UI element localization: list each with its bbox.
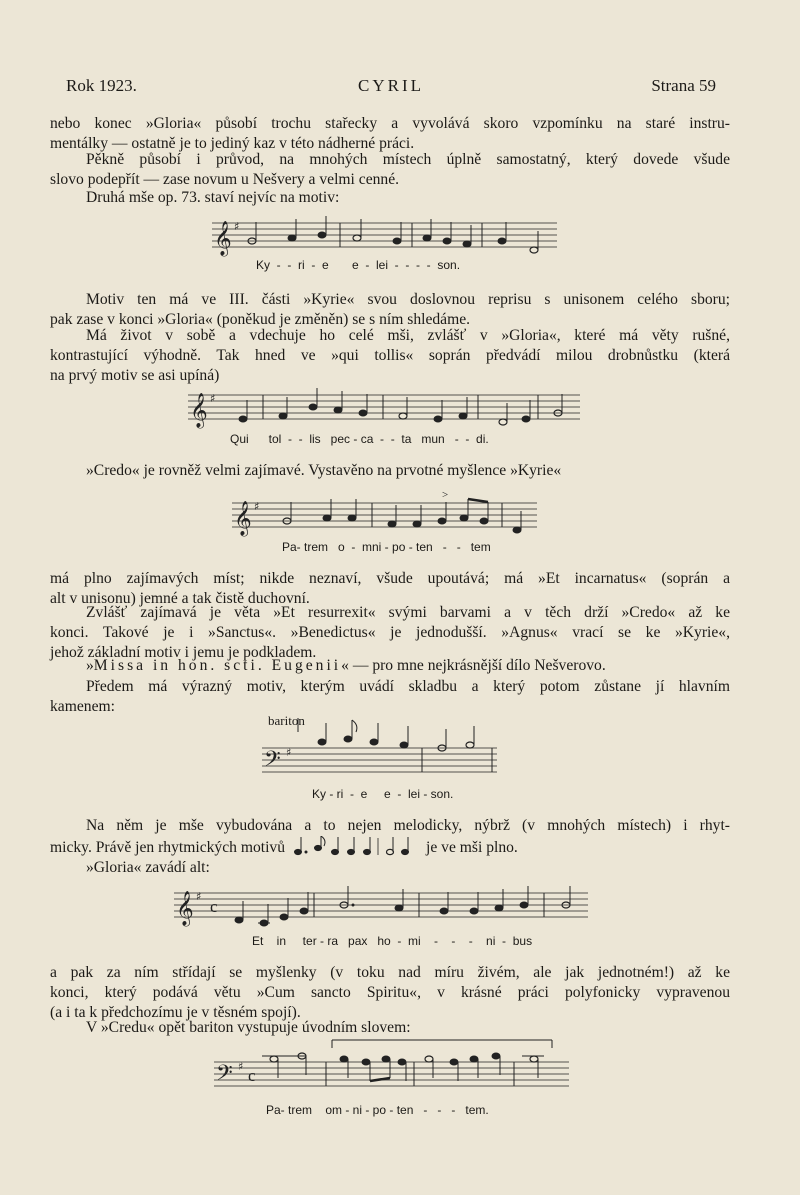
rhythm-motif-notes xyxy=(293,836,418,856)
music-example-bariton-kyrie xyxy=(262,718,502,784)
lyrics-example-1: Ky - - ri - e e - lei - - - - son. xyxy=(256,258,461,272)
music-example-gloria xyxy=(174,884,594,934)
paragraph-8: Zvlášť zajímavá je věta »Et resurrexit« svými barvami a v těch drží »Credo« až ke konci. Takové je i »Sanctus«. »Benedictus« je jednodušší. »Agnus« vrací se ke »Kyrie«, jehož základní motiv i jemu je podkladem. xyxy=(50,604,730,661)
page-header xyxy=(66,76,716,100)
staff-6 xyxy=(214,1038,574,1096)
paragraph-4: Motiv ten má ve III. části »Kyrie« svou doslovnou reprisu s unisonem celého sboru; pak zase v konci »Gloria« (poněkud je změněn) se s ním shledáme. xyxy=(50,291,730,328)
staff-5 xyxy=(174,884,594,934)
lyrics-example-6: Pa- trem om - ni - po - ten - - - tem. xyxy=(266,1103,489,1117)
lyrics-example-2: Qui tol - - lis pec - ca - - ta mun - - di. xyxy=(230,432,489,446)
svg-text:𝄢: 𝄢 xyxy=(264,747,281,777)
paragraph-9: »Missa in hon. scti. Eugenii« — pro mne nejkrásnější dílo Nešverovo. xyxy=(86,657,606,674)
svg-text:♯: ♯ xyxy=(234,220,240,233)
paragraph-5: Má život v sobě a vdechuje ho celé mši, zvlášť v »Gloria«, které má věty rušné, kontrastující výhodně. Tak hned ve »qui tollis« soprán předvádí milou drobnůstku (která na prvý motiv se asi upíná) xyxy=(50,327,730,384)
svg-text:>: > xyxy=(442,490,449,501)
header-page-number: Strana 59 xyxy=(651,76,716,95)
lyrics-example-5: Et in ter - ra pax ho - mi - - - ni - bus xyxy=(252,934,533,948)
paragraph-10: Předem má výrazný motiv, kterým uvádí skladbu a který potom zůstane jí hlavním kamenem: xyxy=(50,678,730,715)
paragraph-3: Druhá mše op. 73. staví nejvíc na motiv: xyxy=(86,189,340,206)
svg-text:𝄞: 𝄞 xyxy=(176,891,194,926)
paragraph-13: a pak za ním střídají se myšlenky (v toku nad míru živém, ale jak jednotném!) až ke konci, který podává větu »Cum sancto Spiritu«, v krásné práci polyfonicky vypravenou (a i ta k předchozímu je v těsném spojí). xyxy=(50,964,730,1021)
svg-text:c: c xyxy=(210,897,218,916)
lyrics-example-3: Pa- trem o - mni - po - ten - - tem xyxy=(282,540,491,554)
rhythm-motif xyxy=(293,836,418,854)
paragraph-12: »Gloria« zavádí alt: xyxy=(86,859,210,876)
paragraph-11: Na něm je mše vybudována a to nejen melodicky, nýbrž (v mnohých místech) i rhyt- micky. Právě jen rhytmických motivů je ve mši plno. xyxy=(50,817,730,856)
svg-text:𝄢: 𝄢 xyxy=(216,1061,233,1091)
bariton-label: bariton xyxy=(268,713,305,728)
paragraph-14: V »Credu« opět bariton vystupuje úvodním slovem: xyxy=(86,1019,411,1036)
lyrics-example-4: Ky - ri - e e - lei - son. xyxy=(312,787,454,801)
svg-text:𝄞: 𝄞 xyxy=(190,393,208,428)
music-example-qui-tollis xyxy=(188,386,583,432)
header-journal-title: CYRIL xyxy=(358,76,424,95)
svg-text:♯: ♯ xyxy=(238,1060,244,1073)
music-example-kyrie xyxy=(212,214,560,260)
staff-3 xyxy=(232,490,542,540)
svg-text:𝄞: 𝄞 xyxy=(214,221,232,256)
staff-2 xyxy=(188,386,583,432)
paragraph-6: »Credo« je rovněž velmi zajímavé. Vystavěno na prvotné myšlence »Kyrie« xyxy=(86,462,562,479)
svg-text:♯: ♯ xyxy=(196,890,202,903)
music-example-credo xyxy=(232,490,542,540)
paragraph-1: nebo konec »Gloria« působí trochu stařecky a vyvolává skoro vzpomínku na staré instru- mentálky — ostatně je to jediný kaz v této nádherné práci. xyxy=(50,115,730,152)
svg-text:𝄞: 𝄞 xyxy=(234,501,252,536)
svg-text:♯: ♯ xyxy=(210,392,216,405)
svg-text:♯: ♯ xyxy=(254,500,260,513)
svg-text:♯: ♯ xyxy=(286,746,292,759)
staff-1 xyxy=(212,214,560,260)
staff-4 xyxy=(262,718,502,784)
paragraph-2: Pěkně působí i průvod, na mnohých místech úplně samostatný, který dovede všude slovo podepřít — zase novum u Nešvery a velmi cenné. xyxy=(50,151,730,188)
mass-title: Missa in hon. scti. Eugenii xyxy=(93,657,342,674)
paragraph-7: má plno zajímavých míst; nikde neznaví, všude upoutává; má »Et incarnatus« (soprán a alt v unisonu) jemné a tak čistě duchovní. xyxy=(50,570,730,607)
svg-text:c: c xyxy=(248,1066,256,1085)
music-example-credo-bariton xyxy=(214,1038,574,1096)
header-year: Rok 1923. xyxy=(66,76,137,95)
